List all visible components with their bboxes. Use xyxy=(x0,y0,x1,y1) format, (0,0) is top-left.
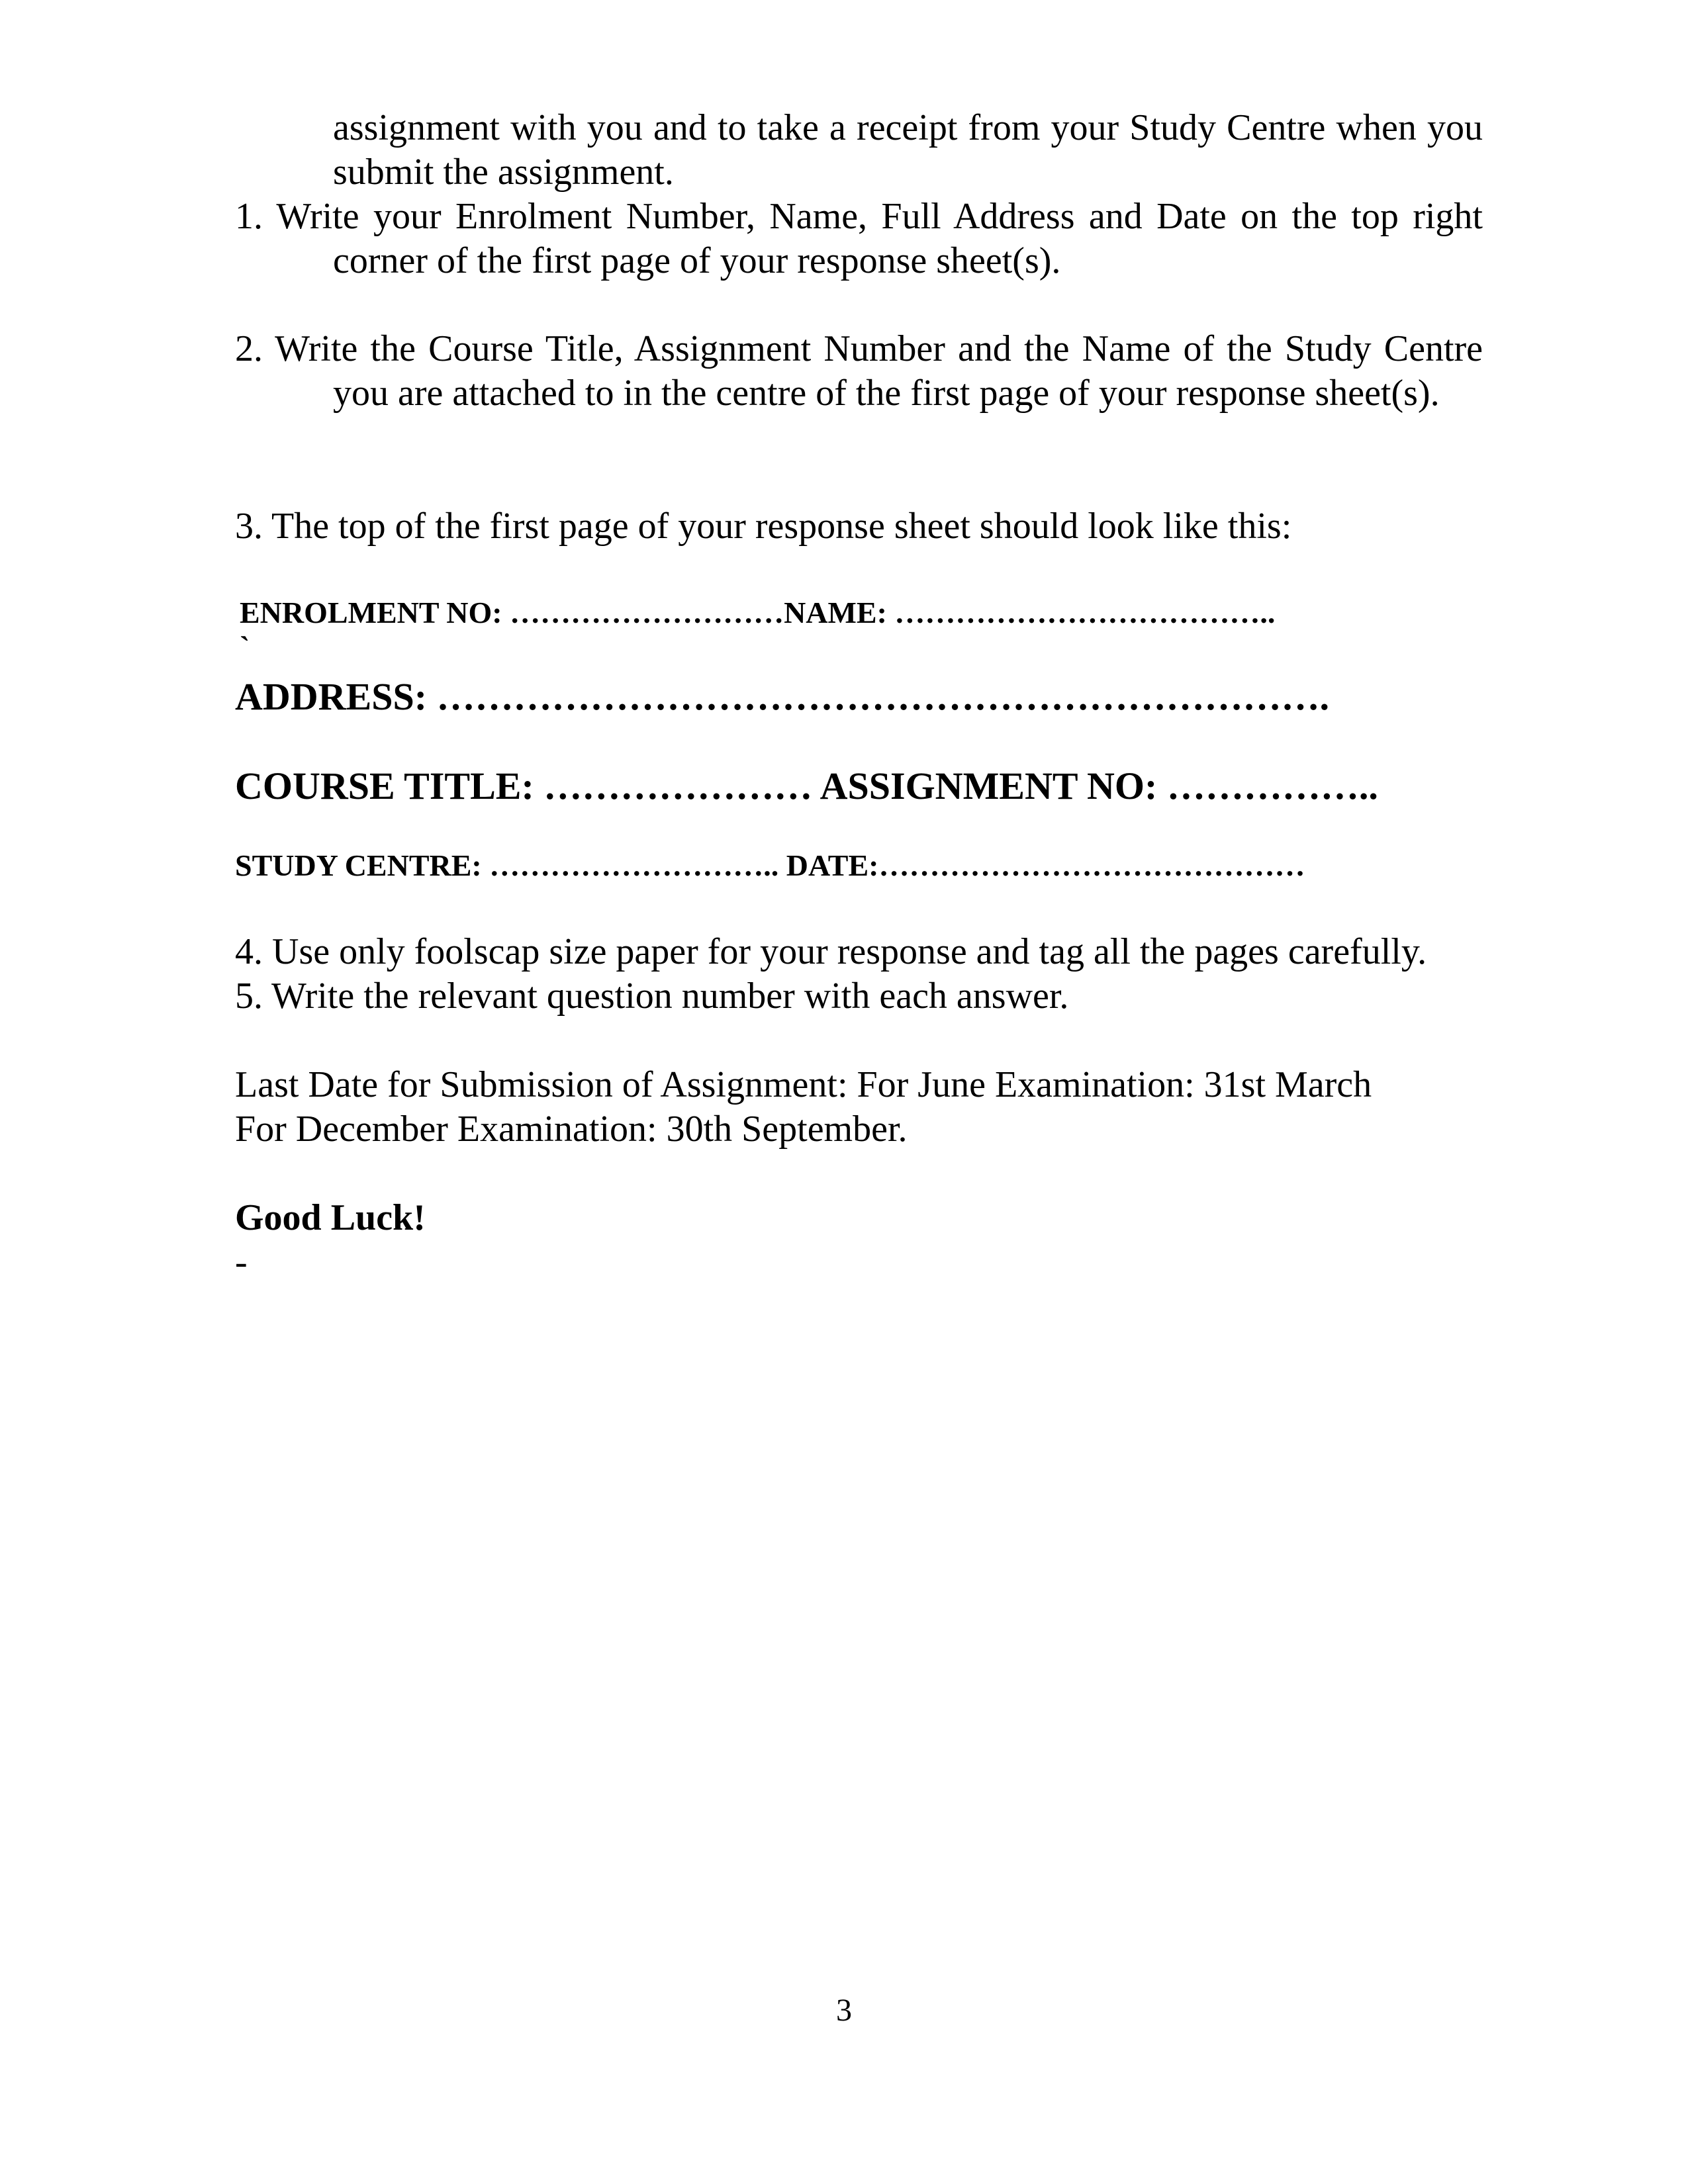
stray-mark: ` xyxy=(240,630,250,664)
instruction-item-3: 3. The top of the first page of your response sheet should look like this: xyxy=(235,506,1292,547)
deadline-line-1: Last Date for Submission of Assignment: For June Examination: 31st March xyxy=(235,1064,1372,1105)
intro-continuation: assignment with you and to take a receipt from your Study Centre when you submit the assignment. xyxy=(333,107,1483,193)
sample-course-assignment-line: COURSE TITLE: ………………… ASSIGNMENT NO: …………….. xyxy=(235,764,1378,807)
closing-good-luck: Good Luck! xyxy=(235,1197,426,1238)
sample-enrolment-name-line: ENROLMENT NO: ………………………NAME: ……………………………….. xyxy=(240,596,1276,629)
sample-address-line: ADDRESS: ……………………………………………………………. xyxy=(235,675,1330,718)
page-number: 3 xyxy=(836,1993,852,2028)
instruction-item-1: 1. Write your Enrolment Number, Name, Full Address and Date on the top right corner of the first page of your response sheet(s). xyxy=(235,196,1483,281)
closing-dash: - xyxy=(235,1242,248,1283)
deadline-line-2: For December Examination: 30th September. xyxy=(235,1109,908,1150)
rule-item-4: 4. Use only foolscap size paper for your response and tag all the pages carefully. xyxy=(235,931,1427,972)
sample-studycentre-date-line: STUDY CENTRE: ……………………….. DATE:…………………………………… xyxy=(235,848,1305,882)
rule-item-5: 5. Write the relevant question number with each answer. xyxy=(235,976,1069,1017)
instruction-item-2: 2. Write the Course Title, Assignment Number and the Name of the Study Centre you are attached to in the centre of the first page of your response sheet(s). xyxy=(235,328,1483,414)
